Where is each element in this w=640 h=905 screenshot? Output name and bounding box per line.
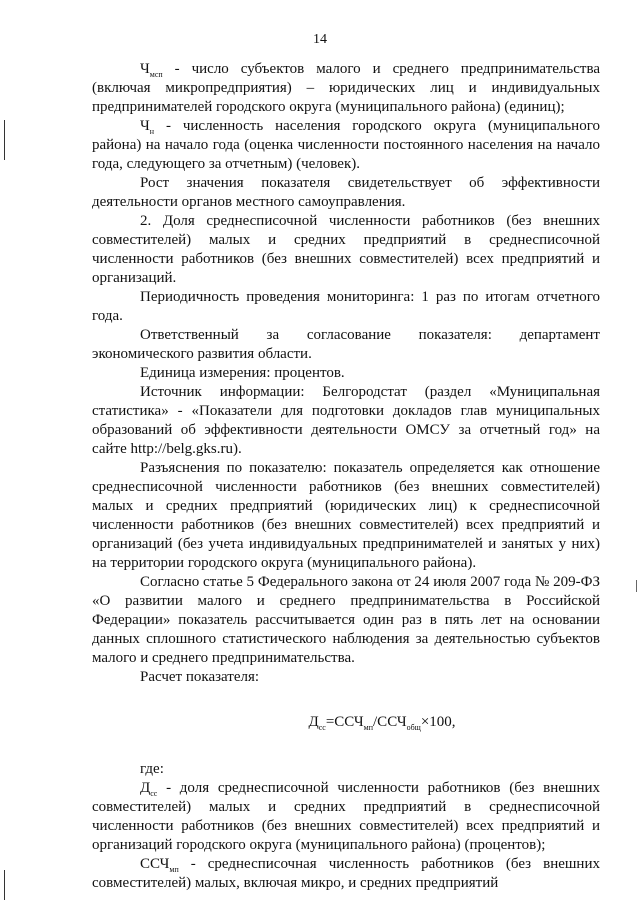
formula-d-sub: сс xyxy=(318,723,326,732)
subscript-ss: сс xyxy=(150,789,158,798)
paragraph-dss-definition xyxy=(92,779,600,855)
symbol-d: Д xyxy=(140,780,151,796)
dss-definition-text: - доля среднесписочной численности работников (без внешних совместителей) малых и средних предприятий в среднесписочной численности работников (без внешних совместителей) всех предприятий и организаций городского округа (муниципального района) (процентов); xyxy=(92,780,600,853)
symbol-ch: Ч xyxy=(140,118,150,134)
paragraph-periodicity: Периодичность проведения мониторинга: 1 раз по итогам отчетного года. xyxy=(92,289,600,324)
paragraph-population-definition xyxy=(92,117,600,174)
paragraph-sschmp-definition xyxy=(92,855,600,893)
subscript-n: н xyxy=(149,127,155,136)
paragraph-law: Согласно статье 5 Федерального закона от 24 июля 2007 года № 209-ФЗ «О развитии малого и среднего предпринимательства в Российской Федерации» показатель рассчитывается один раз в пять лет на основании данных сплошного статистического наблюдения за деятельностью субъектов малого и среднего предпринимательства. xyxy=(92,574,600,666)
paragraph-growth: Рост значения показателя свидетельствует об эффективности деятельности органов местного самоуправления. xyxy=(92,175,600,210)
population-definition-text: - численность населения городского округа (муниципального района) на начало года (оценка численности постоянного населения на начало года, следующего за отчетным) (человек). xyxy=(92,118,600,172)
formula-d: Д xyxy=(308,714,319,730)
symbol-ch: Ч xyxy=(140,61,150,77)
subscript-mp: мп xyxy=(169,865,179,874)
paragraph-explanation: Разъяснения по показателю: показатель определяется как отношение среднесписочной численности работников (без внешних совместителей) малых и средних предприятий (юридических лиц) к среднесписочной численности работников (без внешних совместителей) всех предприятий и организаций (без учета индивидуальных предпринимателей и занятых у них) на территории городского округа (муниципального района). xyxy=(92,460,600,571)
paragraph-responsible: Ответственный за согласование показателя: департамент экономического развития области. xyxy=(92,327,600,362)
margin-mark-left-bottom xyxy=(4,870,5,900)
margin-mark-right xyxy=(636,580,637,592)
margin-mark-left xyxy=(4,120,5,160)
formula-tail: ×100, xyxy=(420,714,456,730)
paragraph-calculation: Расчет показателя: xyxy=(140,669,260,685)
paragraph-where: где: xyxy=(140,761,164,777)
formula-eq: =ССЧ xyxy=(325,714,364,730)
paragraph-indicator-2: 2. Доля среднесписочной численности работников (без внешних совместителей) малых и средних предприятий в среднесписочной численности работников (без внешних совместителей) всех предприятий и организаций. xyxy=(92,213,600,286)
formula-mp-sub: мп xyxy=(363,723,374,732)
msp-definition-text: - число субъектов малого и среднего предпринимательства (включая микропредприятия) – юридических лиц и индивидуальных предпринимателей городского округа (муниципального района) (единиц); xyxy=(92,61,600,115)
formula-obsh-sub: общ xyxy=(406,723,421,732)
page-number: 14 xyxy=(313,32,327,47)
paragraph-unit: Единица измерения: процентов. xyxy=(140,365,345,381)
formula xyxy=(92,713,600,732)
subscript-msp: мсп xyxy=(149,70,163,79)
document-body xyxy=(92,60,600,893)
symbol-ssch: ССЧ xyxy=(140,856,170,872)
sschmp-definition-text: - среднесписочная численность работников (без внешних совместителей) малых, включая микро, и средних предприятий xyxy=(92,856,600,891)
paragraph-msp-definition xyxy=(92,60,600,117)
formula-div: /ССЧ xyxy=(373,714,407,730)
paragraph-source: Источник информации: Белгородстат (раздел «Муниципальная статистика» - «Показатели для подготовки докладов глав муниципальных образований об эффективности деятельности ОМСУ за отчетный год» на сайте http://belg.gks.ru). xyxy=(92,384,600,457)
